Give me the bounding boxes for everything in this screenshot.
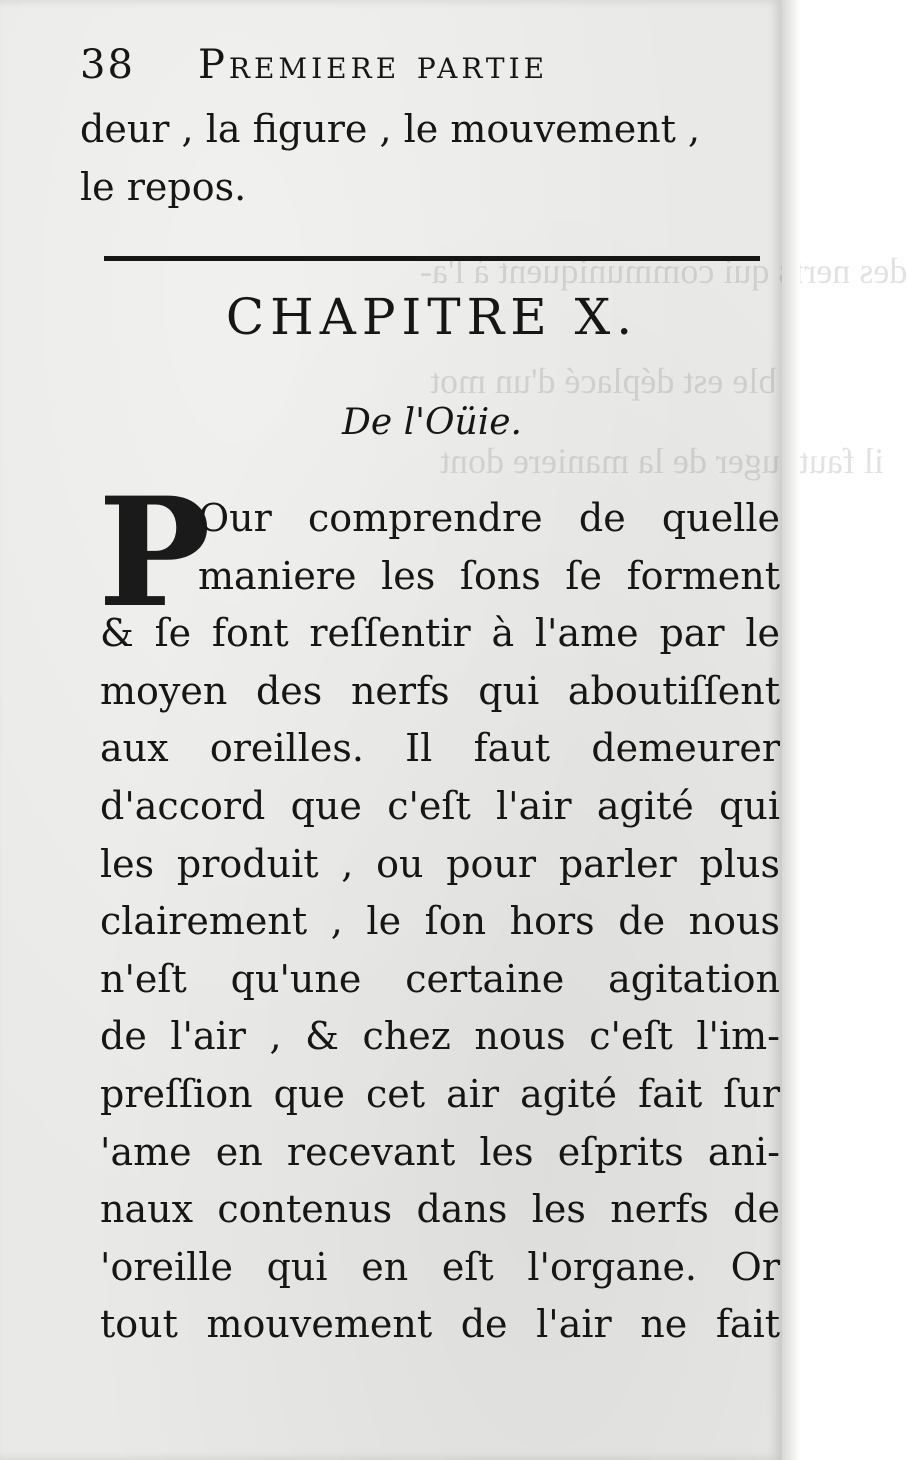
- text-line: & ſe font reſſentir à l'ame par le: [100, 611, 780, 656]
- chapter-title: CHAPITRE X.: [225, 288, 639, 346]
- text-line: Our comprendre de quelle: [198, 496, 780, 540]
- text-line: de l'air , & chez nous c'eſt l'im-: [100, 1014, 780, 1059]
- page-edge: [782, 0, 800, 1460]
- text-line: le repos.: [80, 165, 247, 209]
- carryover-text: [80, 100, 780, 216]
- text-line: les produit , ou pour parler plus: [100, 841, 780, 886]
- section-title: De l'Oüie.: [342, 402, 522, 443]
- text-line: tout mouvement de l'air ne fait: [100, 1302, 780, 1347]
- show-through-text: ble est déplacé d'un mot: [430, 361, 777, 401]
- text-line: naux contenus dans les nerfs de: [100, 1187, 780, 1232]
- drop-cap: P: [98, 465, 211, 641]
- running-title: Premiere partie: [198, 42, 549, 88]
- page-number: 38: [80, 42, 135, 88]
- text-line: deur , la figure , le mouvement ,: [80, 107, 701, 151]
- chapter-rule: [104, 256, 760, 261]
- running-head: [80, 42, 740, 102]
- text-line: 'oreille qui en eſt l'organe. Or: [100, 1244, 780, 1289]
- show-through-text: il faut juger de la maniere dont: [440, 441, 884, 481]
- text-line: preſſion que cet air agité fait ſur: [100, 1071, 780, 1116]
- body-paragraph: [100, 490, 780, 1354]
- text-line: maniere les ſons ſe forment: [198, 553, 780, 598]
- text-line: d'accord que c'eſt l'air agité qui: [100, 783, 780, 828]
- text-line: moyen des nerfs qui aboutiſſent: [100, 668, 780, 713]
- text-line: n'eſt qu'une certaine agitation: [100, 956, 780, 1001]
- show-through-text: des nerfs qui communiquent à l'a-: [420, 251, 907, 291]
- text-line: aux oreilles. Il faut demeurer: [100, 726, 780, 771]
- text-line: clairement , le ſon hors de nous: [100, 899, 780, 944]
- text-line: 'ame en recevant les eſprits ani-: [100, 1129, 780, 1174]
